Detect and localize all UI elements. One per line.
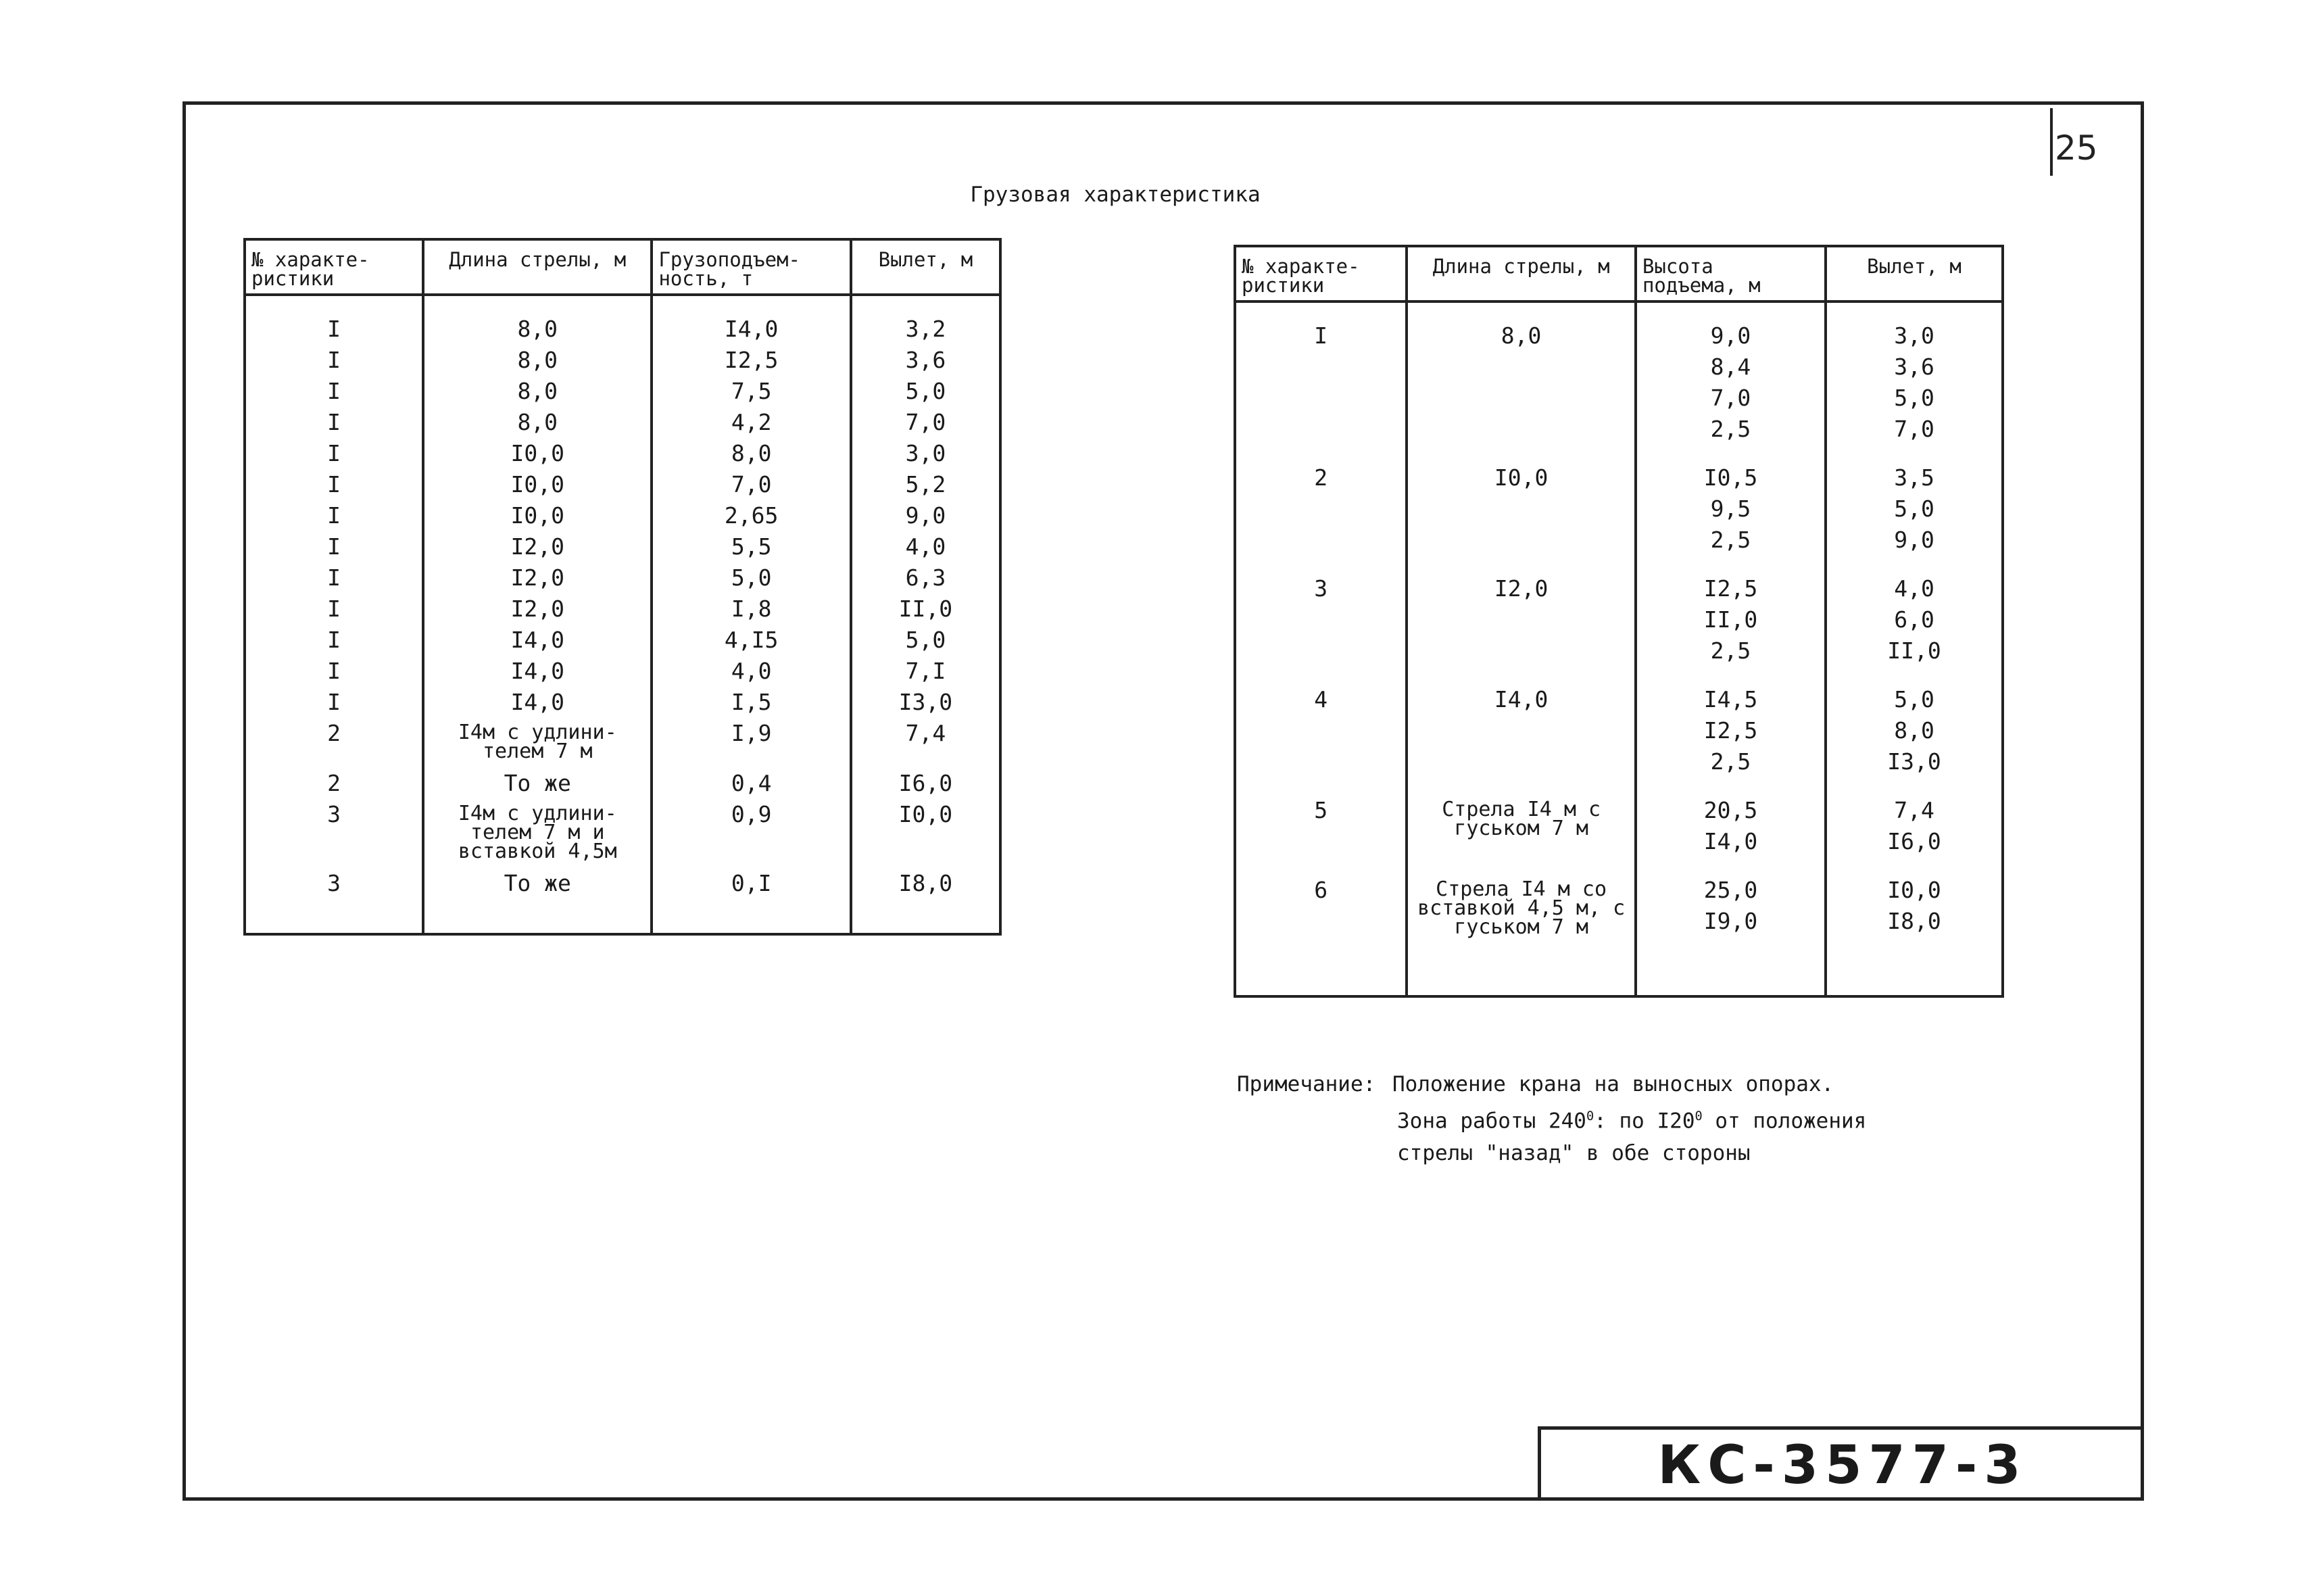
boom-length-cell: I2,0 — [423, 594, 652, 625]
boom-length-cell: I0,0 — [423, 438, 652, 469]
load-capacity-cell: 2,65 — [652, 500, 850, 531]
load-capacity-cell: 0,4 — [652, 768, 850, 799]
boom-length-cell: 8,0 — [423, 376, 652, 407]
boom-length-cell: 8,0 — [423, 314, 652, 345]
spacer-cell — [851, 295, 1000, 314]
header-boom-length: Длина стрелы, м — [1407, 246, 1636, 301]
spacer-cell — [1235, 301, 1407, 320]
boom-length-cell: I4,0 — [423, 687, 652, 718]
boom-length-cell: I0,0 — [1407, 462, 1636, 556]
spacer-cell — [423, 295, 652, 314]
right-table-body — [1235, 301, 2003, 996]
table-row — [245, 407, 1000, 438]
spacer-cell — [1826, 445, 2003, 462]
boom-length-cell: Стрела I4 м со вставкой 4,5 м, с гуськом 7 м — [1407, 875, 1636, 944]
note-line-3: стрелы "назад" в обе стороны — [1397, 1141, 1751, 1166]
reach-cell: 4,0 6,0 II,0 — [1826, 573, 2003, 667]
characteristic-number-cell: 2 — [245, 718, 423, 768]
spacer-cell — [652, 295, 850, 314]
table-row — [245, 531, 1000, 562]
table-row — [245, 868, 1000, 899]
spacer-cell — [1826, 777, 2003, 795]
reach-cell: I0,0 — [851, 799, 1000, 868]
spacer-cell — [1407, 961, 1636, 996]
characteristic-number-cell: I — [245, 469, 423, 500]
spacer-cell — [1235, 777, 1407, 795]
characteristic-number-cell: I — [245, 656, 423, 687]
boom-length-cell: I4,0 — [423, 625, 652, 656]
load-capacity-cell: I2,5 — [652, 345, 850, 376]
table-row — [1235, 573, 2003, 667]
spacer-cell — [1826, 556, 2003, 573]
header-boom-length: Длина стрелы, м — [423, 239, 652, 295]
page-title: Грузовая характеристика — [970, 183, 1261, 207]
spacer-cell — [1826, 944, 2003, 961]
boom-length-cell: 8,0 — [1407, 320, 1636, 445]
boom-length-cell: I0,0 — [423, 500, 652, 531]
reach-cell: 6,3 — [851, 562, 1000, 594]
characteristic-number-cell: 3 — [245, 799, 423, 868]
reach-cell: 3,6 — [851, 345, 1000, 376]
characteristic-number-cell: I — [245, 687, 423, 718]
title-block — [1538, 1426, 2144, 1501]
header-characteristic-number: № характе-ристики — [1235, 246, 1407, 301]
table-row — [245, 625, 1000, 656]
table-row — [245, 562, 1000, 594]
spacer-cell — [1636, 445, 1826, 462]
page-number-mark — [2050, 108, 2053, 176]
table-row — [245, 656, 1000, 687]
header-characteristic-number: № характе-ристики — [245, 239, 423, 295]
reach-cell: 5,0 8,0 I3,0 — [1826, 684, 2003, 777]
load-capacity-cell: I,5 — [652, 687, 850, 718]
reach-cell: 5,0 — [851, 376, 1000, 407]
spacer-cell — [1407, 667, 1636, 684]
boom-length-cell: I2,0 — [423, 531, 652, 562]
load-capacity-cell: 5,0 — [652, 562, 850, 594]
spacer-cell — [245, 899, 423, 934]
table-row — [1235, 684, 2003, 777]
characteristic-number-cell: 3 — [1235, 573, 1407, 667]
spacer-cell — [423, 899, 652, 934]
note-line-1: Положение крана на выносных опорах. — [1392, 1072, 1834, 1096]
characteristic-number-cell: 2 — [1235, 462, 1407, 556]
table-row — [245, 345, 1000, 376]
table-row — [1235, 462, 2003, 556]
load-capacity-cell: 4,I5 — [652, 625, 850, 656]
spacer-cell — [1407, 857, 1636, 875]
characteristic-number-cell: 6 — [1235, 875, 1407, 944]
boom-length-cell: То же — [423, 868, 652, 899]
boom-length-cell: 8,0 — [423, 345, 652, 376]
reach-cell: 5,0 — [851, 625, 1000, 656]
table-header-row — [245, 239, 1000, 295]
boom-length-cell: I2,0 — [1407, 573, 1636, 667]
characteristic-number-cell: I — [245, 345, 423, 376]
characteristic-number-cell: I — [245, 407, 423, 438]
characteristic-number-cell: I — [245, 438, 423, 469]
spacer-cell — [1826, 961, 2003, 996]
load-capacity-cell: I,8 — [652, 594, 850, 625]
load-characteristics-table — [243, 238, 1002, 936]
reach-cell: 4,0 — [851, 531, 1000, 562]
reach-cell: 3,0 — [851, 438, 1000, 469]
table-row — [245, 799, 1000, 868]
boom-length-cell: I2,0 — [423, 562, 652, 594]
reach-cell: 3,0 3,6 5,0 7,0 — [1826, 320, 2003, 445]
reach-cell: 7,4 — [851, 718, 1000, 768]
lift-height-cell: 20,5 I4,0 — [1636, 795, 1826, 857]
characteristic-number-cell: I — [1235, 320, 1407, 445]
table-row — [245, 500, 1000, 531]
table-header-row — [1235, 246, 2003, 301]
characteristic-number-cell: I — [245, 594, 423, 625]
table-row — [1235, 320, 2003, 445]
lift-height-cell: I0,5 9,5 2,5 — [1636, 462, 1826, 556]
characteristic-number-cell: 2 — [245, 768, 423, 799]
reach-cell: I3,0 — [851, 687, 1000, 718]
note — [1237, 1068, 1866, 1169]
table-row — [245, 376, 1000, 407]
spacer-cell — [245, 295, 423, 314]
spacer-cell — [1235, 857, 1407, 875]
load-capacity-cell: 4,0 — [652, 656, 850, 687]
load-capacity-cell: 5,5 — [652, 531, 850, 562]
reach-cell: I0,0 I8,0 — [1826, 875, 2003, 944]
spacer-cell — [1407, 944, 1636, 961]
spacer-cell — [1636, 944, 1826, 961]
spacer-cell — [1826, 301, 2003, 320]
load-capacity-cell: I,9 — [652, 718, 850, 768]
spacer-cell — [1407, 445, 1636, 462]
characteristic-number-cell: I — [245, 500, 423, 531]
spacer-cell — [1636, 301, 1826, 320]
table-row — [245, 314, 1000, 345]
boom-length-cell: 8,0 — [423, 407, 652, 438]
lift-height-cell: I4,5 I2,5 2,5 — [1636, 684, 1826, 777]
header-reach: Вылет, м — [1826, 246, 2003, 301]
characteristic-number-cell: I — [245, 625, 423, 656]
characteristic-number-cell: I — [245, 314, 423, 345]
spacer-cell — [851, 899, 1000, 934]
characteristic-number-cell: I — [245, 531, 423, 562]
spacer-cell — [1235, 961, 1407, 996]
reach-cell: 3,5 5,0 9,0 — [1826, 462, 2003, 556]
spacer-cell — [1636, 857, 1826, 875]
characteristic-number-cell: 5 — [1235, 795, 1407, 857]
characteristic-number-cell: I — [245, 376, 423, 407]
boom-length-cell: Стрела I4 м с гуськом 7 м — [1407, 795, 1636, 857]
lift-height-table — [1234, 245, 2004, 998]
table-row — [1235, 795, 2003, 857]
spacer-cell — [1235, 667, 1407, 684]
spacer-cell — [1407, 556, 1636, 573]
reach-cell: II,0 — [851, 594, 1000, 625]
spacer-cell — [1636, 777, 1826, 795]
characteristic-number-cell: 3 — [245, 868, 423, 899]
lift-height-cell: 25,0 I9,0 — [1636, 875, 1826, 944]
lift-height-cell: 9,0 8,4 7,0 2,5 — [1636, 320, 1826, 445]
reach-cell: 7,4 I6,0 — [1826, 795, 2003, 857]
table-row — [245, 768, 1000, 799]
table-row — [245, 594, 1000, 625]
reach-cell: 9,0 — [851, 500, 1000, 531]
load-capacity-cell: 0,I — [652, 868, 850, 899]
table-row — [245, 469, 1000, 500]
header-load-capacity: Грузоподъем-ность, т — [652, 239, 850, 295]
reach-cell: 5,2 — [851, 469, 1000, 500]
reach-cell: 7,I — [851, 656, 1000, 687]
load-capacity-cell: I4,0 — [652, 314, 850, 345]
load-capacity-cell: 0,9 — [652, 799, 850, 868]
boom-length-cell: I4м с удлини-телем 7 м и вставкой 4,5м — [423, 799, 652, 868]
spacer-cell — [1636, 556, 1826, 573]
boom-length-cell: I4м с удлини-телем 7 м — [423, 718, 652, 768]
table-row — [1235, 875, 2003, 944]
left-table-body — [245, 295, 1000, 934]
characteristic-number-cell: 4 — [1235, 684, 1407, 777]
spacer-cell — [1235, 944, 1407, 961]
page-number: 25 — [2055, 128, 2098, 168]
spacer-cell — [652, 899, 850, 934]
load-capacity-cell: 4,2 — [652, 407, 850, 438]
spacer-cell — [1407, 777, 1636, 795]
header-reach: Вылет, м — [851, 239, 1000, 295]
characteristic-number-cell: I — [245, 562, 423, 594]
table-row — [245, 718, 1000, 768]
document-code: КС-3577-3 — [1657, 1434, 2028, 1496]
spacer-cell — [1235, 556, 1407, 573]
reach-cell: I6,0 — [851, 768, 1000, 799]
spacer-cell — [1407, 301, 1636, 320]
spacer-cell — [1235, 445, 1407, 462]
spacer-cell — [1826, 857, 2003, 875]
table-row — [245, 438, 1000, 469]
load-capacity-cell: 8,0 — [652, 438, 850, 469]
load-capacity-cell: 7,0 — [652, 469, 850, 500]
spacer-cell — [1826, 667, 2003, 684]
lift-height-cell: I2,5 II,0 2,5 — [1636, 573, 1826, 667]
reach-cell: I8,0 — [851, 868, 1000, 899]
header-lift-height: Высота подъема, м — [1636, 246, 1826, 301]
spacer-cell — [1636, 961, 1826, 996]
table-row — [245, 687, 1000, 718]
load-capacity-cell: 7,5 — [652, 376, 850, 407]
reach-cell: 3,2 — [851, 314, 1000, 345]
boom-length-cell: I4,0 — [423, 656, 652, 687]
boom-length-cell: I0,0 — [423, 469, 652, 500]
spacer-cell — [1636, 667, 1826, 684]
boom-length-cell: I4,0 — [1407, 684, 1636, 777]
boom-length-cell: То же — [423, 768, 652, 799]
note-label: Примечание: — [1237, 1072, 1376, 1096]
reach-cell: 7,0 — [851, 407, 1000, 438]
note-line-2: Зона работы $240^0$: по $I20^0$ от положения — [1397, 1109, 1867, 1134]
